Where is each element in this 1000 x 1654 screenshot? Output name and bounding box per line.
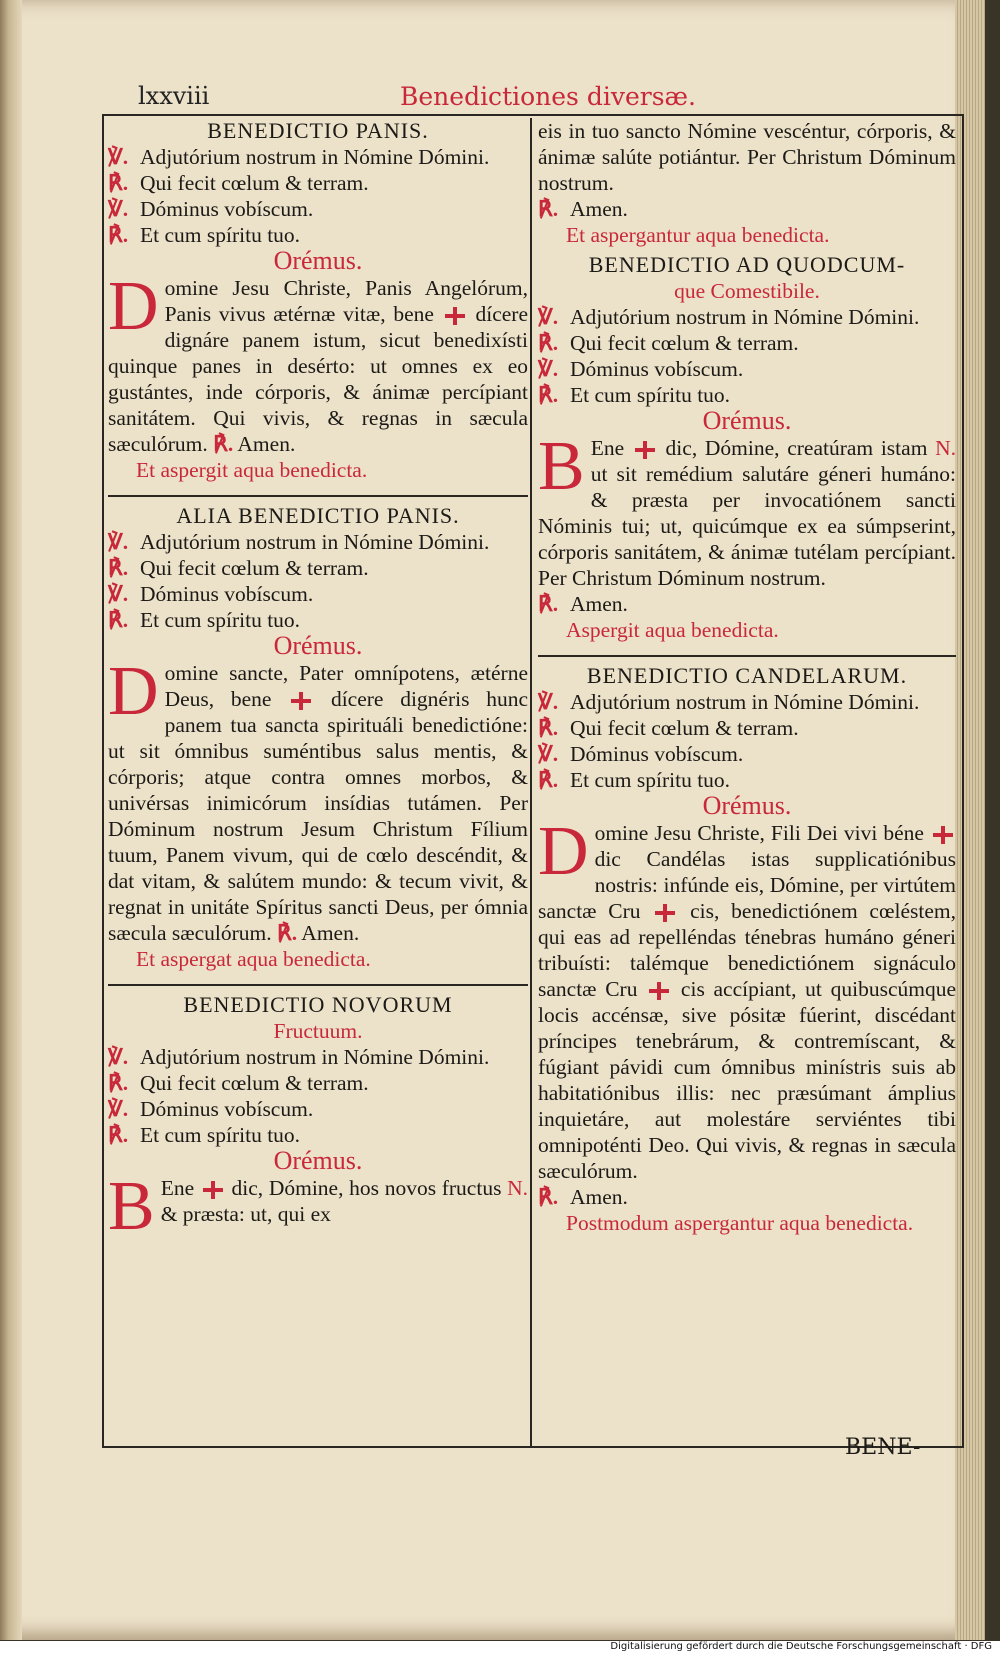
- alia-benedictio-panis: [108, 503, 528, 972]
- rubric: Postmodum aspergantur aqua benedicta.: [566, 1211, 914, 1235]
- response: ℟. Qui fecit cœlum & terram.: [538, 716, 799, 740]
- rubric: Et aspergantur aqua benedicta.: [566, 223, 830, 247]
- versicle: ℣. Adjutórium nostrum in Nómine Dómini.: [108, 530, 490, 554]
- cross-icon: [646, 981, 672, 1001]
- section-subtitle: Fructuum.: [273, 1019, 363, 1043]
- section-divider: [108, 984, 528, 986]
- section-title: ALIA BENEDICTIO PANIS.: [176, 503, 460, 528]
- drop-cap: D: [108, 653, 159, 730]
- benedictio-novorum-fructuum: [108, 992, 529, 1245]
- cross-icon: [200, 1180, 226, 1200]
- versicle: ℣. Dóminus vobíscum.: [108, 1097, 314, 1121]
- prayer-text: D omine sancte, Pater omnípotens, ætérne Deus, bene dícere dignéris hunc panem tua sancta spirituáli benedictióne: ut sit ómnibus suméntibus salus mentis, & córporis; atque contra omnes morbos, & univérsas inimicórum insídias tutámen. Per Dóminum nostrum Jesum Christum Fílium tuum, Panem vivum, qui de cœlo descéndit, & dat vitam, & salútem mundo: & tecum vivit, & regnat in unitáte Spíritus sancti Deus, per ómnia sæcula sæculórum. ℟. Amen.: [108, 653, 529, 945]
- versicle: ℣. Adjutórium nostrum in Nómine Dómini.: [538, 305, 920, 329]
- oremus: Orémus.: [273, 246, 363, 275]
- oremus: Orémus.: [273, 631, 363, 660]
- section-title: BENEDICTIO PANIS.: [207, 118, 429, 143]
- response: ℟. Et cum spíritu tuo.: [108, 1123, 301, 1147]
- section-title: BENEDICTIO CANDELARUM.: [586, 663, 908, 688]
- versicle: ℣. Dóminus vobíscum.: [108, 197, 314, 221]
- oremus: Orémus.: [273, 1146, 363, 1175]
- section-title: BENEDICTIO NOVORUM: [183, 992, 453, 1017]
- section-divider: [538, 655, 956, 657]
- versicle: ℣. Dóminus vobíscum.: [538, 357, 744, 381]
- drop-cap: B: [108, 1168, 155, 1245]
- running-title: Benedictiones diversæ.: [400, 82, 696, 111]
- benedictio-candelarum: [538, 663, 956, 1236]
- drop-cap: D: [538, 813, 589, 890]
- versicle: ℣. Adjutórium nostrum in Nómine Dómini.: [108, 1045, 490, 1069]
- response: ℟. Qui fecit cœlum & terram.: [538, 331, 799, 355]
- oremus: Orémus.: [702, 406, 792, 435]
- cross-icon: [632, 440, 658, 460]
- cross-icon: [652, 903, 678, 923]
- response: ℟. Qui fecit cœlum & terram.: [108, 1071, 369, 1095]
- drop-cap: B: [538, 428, 585, 505]
- name-placeholder: N.: [507, 1176, 529, 1200]
- versicle: ℣. Dóminus vobíscum.: [108, 582, 314, 606]
- catchword: BENE-: [845, 1435, 921, 1460]
- cross-icon: [930, 825, 956, 845]
- section-divider: [108, 495, 528, 497]
- section-subtitle: que Comestibile.: [674, 279, 820, 303]
- response: ℟. Amen.: [538, 197, 628, 221]
- response: ℟. Amen.: [538, 1185, 628, 1209]
- left-column: [108, 118, 529, 1245]
- response: ℟. Amen.: [538, 592, 628, 616]
- rubric: Et aspergit aqua benedicta.: [136, 458, 368, 482]
- response: ℟. Qui fecit cœlum & terram.: [108, 556, 369, 580]
- continued-text: eis in tuo sancto Nómine vescéntur, córporis, & ánimæ salúte potiántur. Per Christum Dóminum nostrum.: [538, 119, 956, 195]
- versicle: ℣. Adjutórium nostrum in Nómine Dómini.: [538, 690, 920, 714]
- response: ℟. Qui fecit cœlum & terram.: [108, 171, 369, 195]
- cross-icon: [442, 306, 468, 326]
- prayer-text: B Ene dic, Dómine, creatúram istam N. ut sit remédium salutáre géneri humáno: & præsta per invocatiónem sancti Nóminis tui; ut, quicúmque ex ea súmpserint, córporis sanitátem, & ánimæ tutélam percípiant. Per Christum Dóminum nostrum.: [538, 428, 957, 590]
- benedictio-ad-quodcumque: [538, 252, 956, 643]
- name-placeholder: N.: [935, 436, 957, 460]
- page-gutter: [0, 0, 22, 1640]
- versicle: ℣. Adjutórium nostrum in Nómine Dómini.: [108, 145, 490, 169]
- digitization-footer: [0, 1641, 1000, 1654]
- oremus: Orémus.: [702, 791, 792, 820]
- response: ℟. Et cum spíritu tuo.: [108, 223, 301, 247]
- benedictio-panis: [108, 118, 528, 483]
- drop-cap: D: [108, 268, 159, 345]
- response: ℟. Et cum spíritu tuo.: [538, 768, 731, 792]
- cross-icon: [288, 691, 314, 711]
- continuation: [538, 118, 956, 248]
- column-divider: [530, 118, 532, 1448]
- page-number: lxxviii: [138, 82, 210, 110]
- rubric: Et aspergat aqua benedicta.: [136, 947, 371, 971]
- versicle: ℣. Dóminus vobíscum.: [538, 742, 744, 766]
- footer-credit: Digitalisierung gefördert durch die Deutsche Forschungsgemeinschaft · DFG: [610, 1641, 992, 1652]
- prayer-text: D omine Jesu Christe, Fili Dei vivi béne dic Candélas istas supplicatiónibus nostris: infúnde eis, Dómine, per virtútem sanctæ Cru cis, benedictiónem cœléstem, qui eas ad repelléndas ténebras humáno géneri tribuísti: talémque benedictiónem signáculo sanctæ Cru cis accípiant, ut quibuscúmque locis accénsæ, sive pósitæ fúerint, discédant príncipes tenebrárum, & contremíscant, & fúgiant pávidi cum ómnibus minístris suis ab habitatiónibus illis: nec præsúmant ámplius inquietáre, aut molestáre serviéntes tibi omnipoténti Deo. Qui vivis, & regnas in sæcula sæculórum.: [538, 813, 957, 1183]
- prayer-text: B Ene dic, Dómine, hos novos fructus N. & præsta: ut, qui ex: [108, 1168, 529, 1245]
- response: ℟. Et cum spíritu tuo.: [538, 383, 731, 407]
- prayer-text: D omine Jesu Christe, Panis Angelórum, Panis vivus ætérnæ vitæ, bene dícere dignáre panem istum, sicut benedixísti quinque panes in desérto: ut omnes ex eo gustántes, inde córporis, & ánimæ percípiant sanitátem. Qui vivis, & regnas in sæcula sæculórum. ℟. Amen.: [108, 268, 529, 456]
- right-column: [538, 118, 956, 1240]
- rubric: Aspergit aqua benedicta.: [566, 618, 779, 642]
- section-title: BENEDICTIO AD QUODCUM-: [588, 252, 906, 277]
- response: ℟. Et cum spíritu tuo.: [108, 608, 301, 632]
